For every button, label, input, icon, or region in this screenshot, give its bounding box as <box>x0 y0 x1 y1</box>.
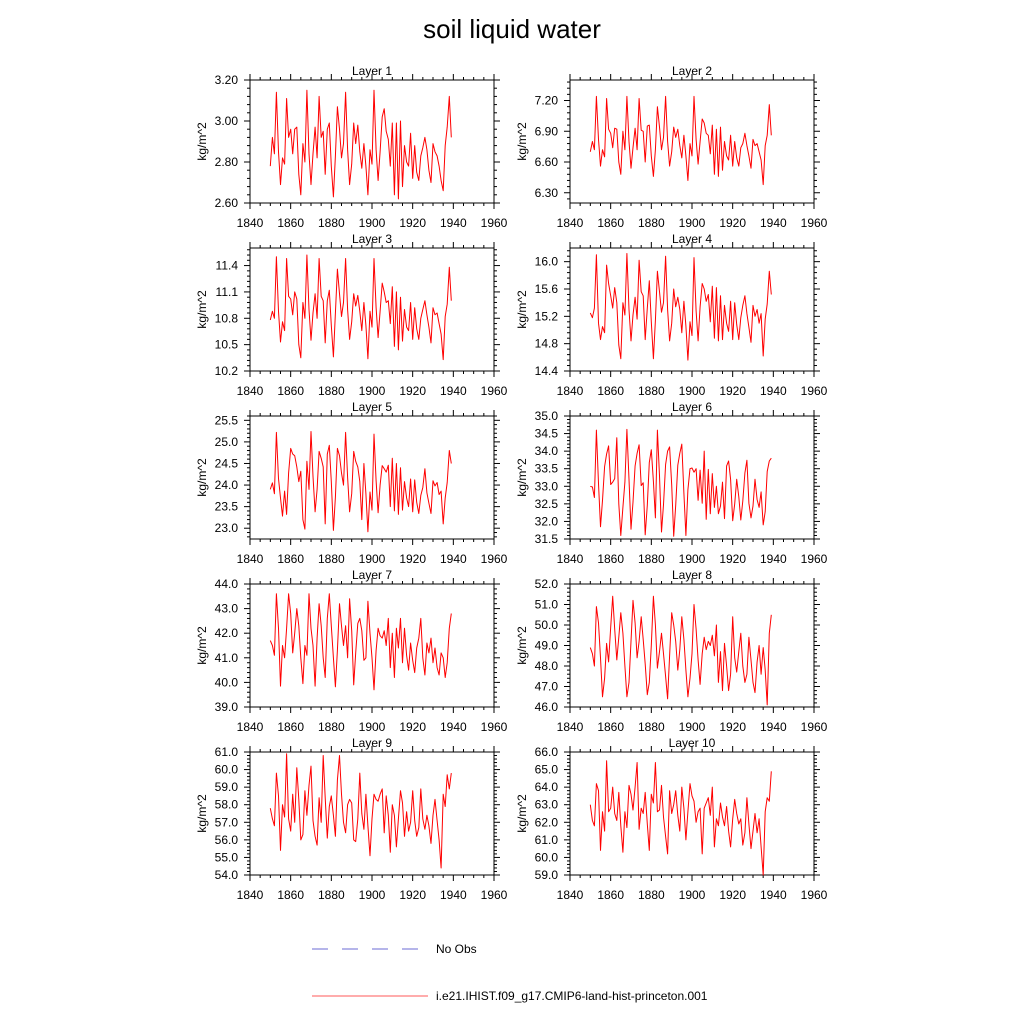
y-tick-label: 6.30 <box>534 185 558 200</box>
y-tick-label: 49.0 <box>534 638 558 653</box>
panel-layer-8 <box>515 568 828 734</box>
series-line <box>590 429 771 536</box>
x-tick-label: 1900 <box>678 888 706 902</box>
x-tick-label: 1920 <box>399 888 427 902</box>
x-tick-label: 1940 <box>759 720 787 734</box>
y-tick-label: 43.0 <box>214 601 238 616</box>
x-tick-label: 1840 <box>236 216 264 230</box>
x-tick-label: 1900 <box>678 216 706 230</box>
plot-frame <box>250 584 494 707</box>
x-tick-label: 1900 <box>358 888 386 902</box>
y-tick-label: 32.5 <box>534 496 558 511</box>
x-tick-label: 1920 <box>399 552 427 566</box>
x-tick-label: 1920 <box>399 384 427 398</box>
panel-layer-10 <box>515 736 828 902</box>
y-tick-label: 54.0 <box>214 868 238 882</box>
x-tick-label: 1860 <box>597 552 625 566</box>
x-tick-label: 1900 <box>678 720 706 734</box>
x-tick-label: 1940 <box>439 888 467 902</box>
y-tick-label: 40.0 <box>214 675 238 690</box>
y-tick-label: 59.0 <box>214 780 238 795</box>
x-tick-label: 1960 <box>480 384 508 398</box>
y-tick-label: 15.2 <box>534 309 558 324</box>
y-tick-label: 33.0 <box>534 479 558 494</box>
y-tick-label: 47.0 <box>534 679 558 694</box>
plot-frame <box>250 416 494 539</box>
y-tick-label: 14.4 <box>534 364 558 378</box>
y-tick-label: 31.5 <box>534 532 558 546</box>
series-line <box>270 594 451 690</box>
y-tick-label: 23.5 <box>214 499 238 514</box>
y-tick-label: 6.90 <box>534 124 558 139</box>
x-tick-label: 1860 <box>277 552 305 566</box>
panel-title: Layer 2 <box>671 64 713 78</box>
series-line <box>590 254 771 361</box>
panel-title: Layer 1 <box>351 64 393 78</box>
y-tick-label: 58.0 <box>214 797 238 812</box>
panel-title: Layer 7 <box>351 568 393 582</box>
x-tick-label: 1840 <box>236 384 264 398</box>
x-tick-label: 1940 <box>759 384 787 398</box>
x-tick-label: 1920 <box>399 216 427 230</box>
x-tick-label: 1960 <box>480 216 508 230</box>
x-tick-label: 1840 <box>556 216 584 230</box>
y-tick-label: 56.0 <box>214 832 238 847</box>
x-tick-label: 1840 <box>556 888 584 902</box>
x-tick-label: 1840 <box>556 552 584 566</box>
y-tick-label: 6.60 <box>534 155 558 169</box>
x-tick-label: 1900 <box>358 384 386 398</box>
x-tick-label: 1860 <box>597 720 625 734</box>
y-tick-label: 59.0 <box>534 868 558 882</box>
y-tick-label: 25.5 <box>214 413 238 428</box>
y-axis-label: kg/m^2 <box>195 122 209 161</box>
x-tick-label: 1940 <box>439 216 467 230</box>
x-tick-label: 1860 <box>597 216 625 230</box>
x-tick-label: 1860 <box>277 720 305 734</box>
y-tick-label: 60.0 <box>534 850 558 865</box>
y-tick-label: 61.0 <box>534 832 558 847</box>
y-tick-label: 64.0 <box>534 780 558 795</box>
x-tick-label: 1940 <box>439 720 467 734</box>
y-axis-label: kg/m^2 <box>515 290 529 329</box>
y-tick-label: 25.0 <box>214 434 238 449</box>
x-tick-label: 1960 <box>480 552 508 566</box>
y-tick-label: 46.0 <box>534 700 558 714</box>
x-tick-label: 1900 <box>678 552 706 566</box>
x-tick-label: 1960 <box>800 888 828 902</box>
y-tick-label: 3.20 <box>214 73 238 87</box>
y-tick-label: 2.60 <box>214 196 238 210</box>
y-tick-label: 32.0 <box>534 514 558 529</box>
y-tick-label: 11.1 <box>215 284 238 299</box>
series-line <box>270 754 451 868</box>
y-tick-label: 35.0 <box>534 409 558 423</box>
x-tick-label: 1940 <box>759 216 787 230</box>
y-tick-label: 7.20 <box>534 93 558 108</box>
x-tick-label: 1880 <box>637 384 665 398</box>
y-tick-label: 34.5 <box>534 426 558 441</box>
x-tick-label: 1840 <box>556 720 584 734</box>
y-tick-label: 44.0 <box>214 577 238 591</box>
y-tick-label: 51.0 <box>534 597 558 612</box>
x-tick-label: 1900 <box>358 552 386 566</box>
y-tick-label: 14.8 <box>534 336 558 351</box>
y-axis-label: kg/m^2 <box>195 458 209 497</box>
x-tick-label: 1960 <box>800 216 828 230</box>
y-tick-label: 57.0 <box>214 815 238 830</box>
x-tick-label: 1960 <box>480 888 508 902</box>
y-tick-label: 39.0 <box>214 700 238 714</box>
panel-layer-5 <box>195 400 508 566</box>
y-tick-label: 23.0 <box>214 521 238 536</box>
y-tick-label: 16.0 <box>534 254 558 269</box>
legend-label-no-obs: No Obs <box>436 942 477 956</box>
x-tick-label: 1920 <box>719 216 747 230</box>
y-tick-label: 65.0 <box>534 762 558 777</box>
x-tick-label: 1860 <box>277 888 305 902</box>
x-tick-label: 1880 <box>317 720 345 734</box>
y-tick-label: 33.5 <box>534 461 558 476</box>
x-tick-label: 1860 <box>277 384 305 398</box>
panel-title: Layer 6 <box>671 400 713 414</box>
x-tick-label: 1920 <box>399 720 427 734</box>
x-tick-label: 1840 <box>556 384 584 398</box>
x-tick-label: 1940 <box>439 384 467 398</box>
x-tick-label: 1900 <box>358 216 386 230</box>
panel-title: Layer 4 <box>671 232 713 246</box>
x-tick-label: 1880 <box>637 216 665 230</box>
x-tick-label: 1900 <box>678 384 706 398</box>
x-tick-label: 1880 <box>317 216 345 230</box>
panel-layer-6 <box>515 400 828 566</box>
x-tick-label: 1860 <box>277 216 305 230</box>
x-tick-label: 1840 <box>236 552 264 566</box>
y-tick-label: 10.2 <box>214 364 238 378</box>
x-tick-label: 1920 <box>719 384 747 398</box>
x-tick-label: 1880 <box>317 888 345 902</box>
x-tick-label: 1960 <box>800 720 828 734</box>
panel-layer-1 <box>195 64 508 230</box>
panel-layer-2 <box>515 64 828 230</box>
y-axis-label: kg/m^2 <box>515 794 529 833</box>
panel-layer-4 <box>515 232 828 398</box>
y-tick-label: 55.0 <box>214 850 238 865</box>
x-tick-label: 1860 <box>597 384 625 398</box>
x-tick-label: 1960 <box>800 384 828 398</box>
x-tick-label: 1960 <box>480 720 508 734</box>
y-axis-label: kg/m^2 <box>195 290 209 329</box>
x-tick-label: 1840 <box>236 720 264 734</box>
x-tick-label: 1960 <box>800 552 828 566</box>
x-tick-label: 1880 <box>317 384 345 398</box>
y-tick-label: 11.4 <box>215 258 238 273</box>
y-tick-label: 10.8 <box>214 311 238 326</box>
panel-title: Layer 9 <box>351 736 393 750</box>
panel-layer-7 <box>195 568 508 734</box>
x-tick-label: 1880 <box>317 552 345 566</box>
x-tick-label: 1880 <box>637 888 665 902</box>
y-tick-label: 41.0 <box>214 650 238 665</box>
y-tick-label: 15.6 <box>534 282 558 296</box>
series-line <box>270 432 451 532</box>
y-tick-label: 2.80 <box>214 155 238 169</box>
y-axis-label: kg/m^2 <box>515 458 529 497</box>
x-tick-label: 1940 <box>759 552 787 566</box>
series-line <box>590 761 771 875</box>
y-tick-label: 24.0 <box>214 478 238 493</box>
y-axis-label: kg/m^2 <box>515 626 529 665</box>
x-tick-label: 1880 <box>637 552 665 566</box>
y-tick-label: 34.0 <box>534 444 558 459</box>
y-tick-label: 42.0 <box>214 626 238 641</box>
legend-label-model: i.e21.IHIST.f09_g17.CMIP6-land-hist-princeton.001 <box>436 989 708 1003</box>
x-tick-label: 1860 <box>597 888 625 902</box>
y-tick-label: 62.0 <box>534 815 558 830</box>
y-tick-label: 61.0 <box>214 745 238 759</box>
y-axis-label: kg/m^2 <box>195 626 209 665</box>
x-tick-label: 1880 <box>637 720 665 734</box>
panel-layer-9 <box>195 736 508 902</box>
x-tick-label: 1920 <box>719 552 747 566</box>
y-tick-label: 3.00 <box>214 114 238 128</box>
panel-title: Layer 10 <box>668 736 716 750</box>
x-tick-label: 1840 <box>236 888 264 902</box>
y-tick-label: 63.0 <box>534 797 558 812</box>
series-line <box>270 255 451 360</box>
y-tick-label: 50.0 <box>534 618 558 632</box>
y-tick-label: 48.0 <box>534 659 558 673</box>
y-axis-label: kg/m^2 <box>515 122 529 161</box>
plot-frame <box>570 416 814 539</box>
y-tick-label: 52.0 <box>534 577 558 591</box>
panel-title: Layer 5 <box>351 400 393 414</box>
series-line <box>590 96 771 184</box>
panel-layer-3 <box>195 232 508 398</box>
x-tick-label: 1900 <box>358 720 386 734</box>
x-tick-label: 1940 <box>759 888 787 902</box>
x-tick-label: 1940 <box>439 552 467 566</box>
panel-title: Layer 3 <box>351 232 393 246</box>
x-tick-label: 1920 <box>719 720 747 734</box>
x-tick-label: 1920 <box>719 888 747 902</box>
series-line <box>590 596 771 705</box>
panel-title: Layer 8 <box>671 568 713 582</box>
y-tick-label: 10.5 <box>214 337 238 352</box>
series-line <box>270 90 451 199</box>
chart-title: soil liquid water <box>423 14 601 44</box>
y-tick-label: 24.5 <box>214 456 238 471</box>
y-tick-label: 66.0 <box>534 745 558 759</box>
y-axis-label: kg/m^2 <box>195 794 209 833</box>
y-tick-label: 60.0 <box>214 762 238 777</box>
